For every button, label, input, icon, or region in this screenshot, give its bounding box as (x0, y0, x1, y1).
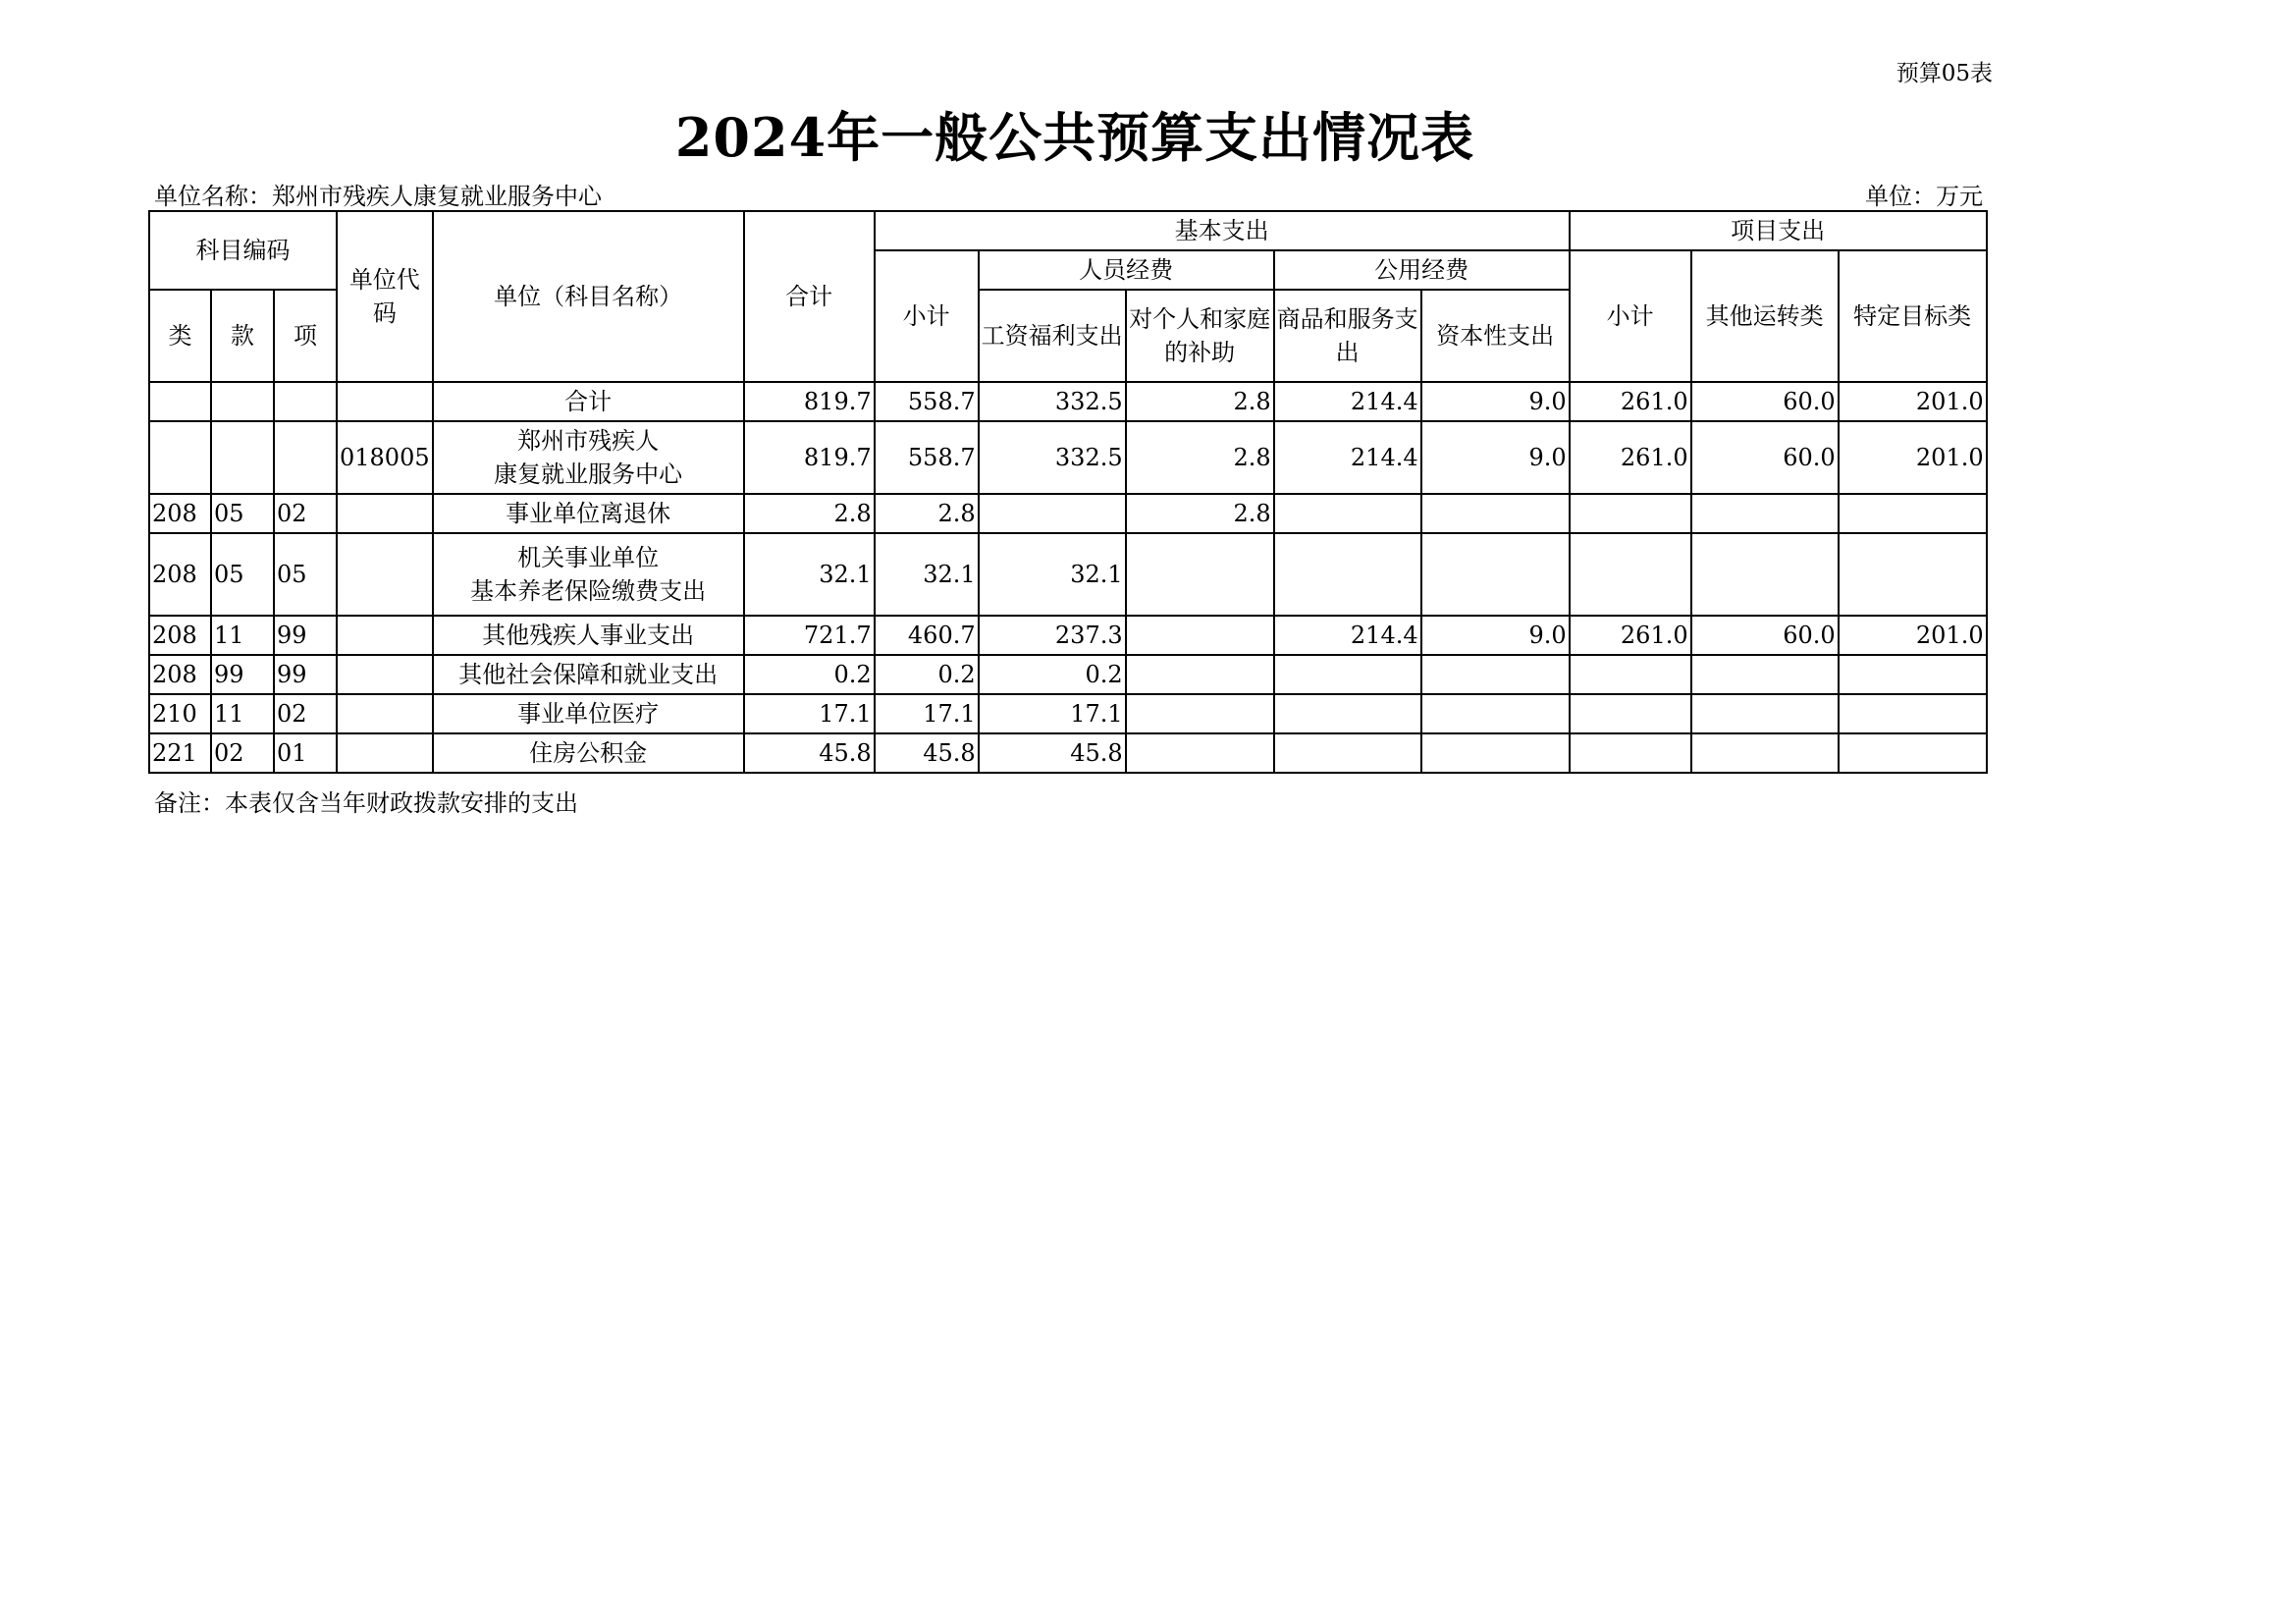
cell-other-ops (1691, 533, 1839, 616)
cell-name-line: 康复就业服务中心 (494, 460, 683, 488)
page-title: 2024年一般公共预算支出情况表 (674, 106, 1475, 169)
cell-unit-code (337, 733, 433, 773)
cell-capital (1421, 533, 1570, 616)
header-capital: 资本性支出 (1421, 290, 1570, 382)
cell-other-ops: 60.0 (1691, 616, 1839, 655)
header-total: 合计 (744, 211, 875, 382)
cell-xiang: 01 (274, 733, 337, 773)
cell-basic-subtotal: 558.7 (875, 382, 979, 421)
cell-name-line: 住房公积金 (529, 739, 648, 767)
cell-special: 201.0 (1839, 616, 1987, 655)
cell-kuan: 05 (211, 494, 274, 533)
cell-unit-code (337, 655, 433, 694)
header-project: 项目支出 (1570, 211, 1987, 250)
header-family-subsidy: 对个人和家庭的补助 (1126, 290, 1274, 382)
cell-kuan: 05 (211, 533, 274, 616)
cell-goods-services: 214.4 (1274, 616, 1421, 655)
cell-name-line: 机关事业单位 (517, 544, 660, 571)
cell-capital (1421, 694, 1570, 733)
cell-project-subtotal (1570, 694, 1691, 733)
header-xiang: 项 (274, 290, 337, 382)
cell-lei: 208 (149, 655, 211, 694)
cell-other-ops (1691, 655, 1839, 694)
header-basic: 基本支出 (875, 211, 1570, 250)
header-wages: 工资福利支出 (979, 290, 1126, 382)
budget-table (148, 210, 1988, 774)
header-unit-name: 单位（科目名称） (433, 211, 744, 382)
cell-unit-code (337, 694, 433, 733)
cell-unit-code (337, 382, 433, 421)
cell-special: 201.0 (1839, 421, 1987, 494)
cell-capital (1421, 494, 1570, 533)
cell-goods-services: 214.4 (1274, 382, 1421, 421)
header-project-subtotal: 小计 (1570, 250, 1691, 382)
header-public: 公用经费 (1274, 250, 1570, 290)
cell-other-ops (1691, 733, 1839, 773)
table-row (149, 421, 1987, 494)
cell-name (433, 533, 744, 616)
cell-basic-subtotal: 460.7 (875, 616, 979, 655)
cell-lei: 208 (149, 494, 211, 533)
cell-xiang: 02 (274, 494, 337, 533)
cell-special (1839, 694, 1987, 733)
cell-wages: 17.1 (979, 694, 1126, 733)
cell-goods-services (1274, 533, 1421, 616)
table-row (149, 694, 1987, 733)
cell-family-subsidy (1126, 733, 1274, 773)
cell-other-ops (1691, 494, 1839, 533)
cell-project-subtotal (1570, 655, 1691, 694)
cell-lei (149, 382, 211, 421)
cell-goods-services: 214.4 (1274, 421, 1421, 494)
cell-kuan (211, 382, 274, 421)
cell-name-line: 其他残疾人事业支出 (482, 622, 695, 649)
cell-special (1839, 733, 1987, 773)
cell-name-line: 合计 (564, 388, 613, 415)
cell-wages: 0.2 (979, 655, 1126, 694)
table-row (149, 382, 1987, 421)
table-row (149, 494, 1987, 533)
cell-name (433, 616, 744, 655)
cell-basic-subtotal: 2.8 (875, 494, 979, 533)
cell-name (433, 733, 744, 773)
cell-total: 721.7 (744, 616, 875, 655)
cell-unit-code: 018005 (337, 421, 433, 494)
cell-lei: 210 (149, 694, 211, 733)
cell-name (433, 382, 744, 421)
table-row (149, 533, 1987, 616)
header-unit-code: 单位代码 (337, 211, 433, 382)
cell-total: 32.1 (744, 533, 875, 616)
cell-goods-services (1274, 655, 1421, 694)
cell-total: 0.2 (744, 655, 875, 694)
header-other-ops: 其他运转类 (1691, 250, 1839, 382)
cell-name-line: 基本养老保险缴费支出 (470, 577, 707, 605)
cell-basic-subtotal: 0.2 (875, 655, 979, 694)
cell-goods-services (1274, 733, 1421, 773)
cell-special (1839, 655, 1987, 694)
cell-project-subtotal (1570, 533, 1691, 616)
cell-project-subtotal (1570, 733, 1691, 773)
cell-total: 819.7 (744, 421, 875, 494)
cell-capital (1421, 655, 1570, 694)
cell-family-subsidy: 2.8 (1126, 382, 1274, 421)
cell-name-line: 事业单位离退休 (506, 500, 671, 527)
cell-wages: 332.5 (979, 382, 1126, 421)
header-goods-services: 商品和服务支出 (1274, 290, 1421, 382)
cell-lei: 221 (149, 733, 211, 773)
cell-other-ops: 60.0 (1691, 421, 1839, 494)
cell-family-subsidy: 2.8 (1126, 421, 1274, 494)
table-body (149, 382, 1987, 773)
header-basic-subtotal: 小计 (875, 250, 979, 382)
cell-name (433, 494, 744, 533)
cell-family-subsidy (1126, 533, 1274, 616)
cell-unit-code (337, 494, 433, 533)
cell-special: 201.0 (1839, 382, 1987, 421)
cell-special (1839, 494, 1987, 533)
cell-xiang: 99 (274, 616, 337, 655)
cell-capital (1421, 733, 1570, 773)
cell-family-subsidy (1126, 694, 1274, 733)
cell-total: 819.7 (744, 382, 875, 421)
header-subject-code: 科目编码 (149, 211, 337, 290)
cell-unit-code (337, 616, 433, 655)
header-kuan: 款 (211, 290, 274, 382)
unit-name-label: 单位名称：郑州市残疾人康复就业服务中心 (154, 183, 602, 210)
cell-special (1839, 533, 1987, 616)
table-row (149, 655, 1987, 694)
cell-wages: 45.8 (979, 733, 1126, 773)
cell-project-subtotal: 261.0 (1570, 616, 1691, 655)
cell-wages: 237.3 (979, 616, 1126, 655)
header-special: 特定目标类 (1839, 250, 1987, 382)
cell-project-subtotal (1570, 494, 1691, 533)
cell-kuan (211, 421, 274, 494)
cell-wages: 32.1 (979, 533, 1126, 616)
cell-wages (979, 494, 1126, 533)
cell-total: 2.8 (744, 494, 875, 533)
cell-basic-subtotal: 45.8 (875, 733, 979, 773)
footnote: 备注：本表仅含当年财政拨款安排的支出 (154, 789, 578, 817)
cell-lei: 208 (149, 616, 211, 655)
cell-capital: 9.0 (1421, 421, 1570, 494)
cell-lei (149, 421, 211, 494)
cell-kuan: 99 (211, 655, 274, 694)
cell-basic-subtotal: 17.1 (875, 694, 979, 733)
cell-other-ops (1691, 694, 1839, 733)
cell-name (433, 655, 744, 694)
cell-total: 17.1 (744, 694, 875, 733)
cell-family-subsidy (1126, 655, 1274, 694)
cell-goods-services (1274, 694, 1421, 733)
cell-project-subtotal: 261.0 (1570, 382, 1691, 421)
cell-capital: 9.0 (1421, 616, 1570, 655)
cell-xiang: 05 (274, 533, 337, 616)
cell-kuan: 11 (211, 694, 274, 733)
cell-name (433, 694, 744, 733)
cell-name-line: 事业单位医疗 (517, 700, 660, 728)
cell-name-line: 其他社会保障和就业支出 (458, 661, 719, 688)
cell-kuan: 02 (211, 733, 274, 773)
table-row (149, 733, 1987, 773)
cell-goods-services (1274, 494, 1421, 533)
header-personnel: 人员经费 (979, 250, 1274, 290)
form-number: 预算05表 (1896, 61, 1993, 86)
cell-other-ops: 60.0 (1691, 382, 1839, 421)
cell-xiang: 02 (274, 694, 337, 733)
cell-family-subsidy (1126, 616, 1274, 655)
cell-wages: 332.5 (979, 421, 1126, 494)
header-lei: 类 (149, 290, 211, 382)
cell-lei: 208 (149, 533, 211, 616)
cell-xiang: 99 (274, 655, 337, 694)
cell-basic-subtotal: 32.1 (875, 533, 979, 616)
cell-total: 45.8 (744, 733, 875, 773)
unit-measure-label: 单位：万元 (1865, 183, 1983, 210)
cell-project-subtotal: 261.0 (1570, 421, 1691, 494)
cell-name-line: 郑州市残疾人 (517, 427, 660, 455)
cell-capital: 9.0 (1421, 382, 1570, 421)
cell-family-subsidy: 2.8 (1126, 494, 1274, 533)
cell-xiang (274, 421, 337, 494)
cell-name (433, 421, 744, 494)
cell-kuan: 11 (211, 616, 274, 655)
cell-basic-subtotal: 558.7 (875, 421, 979, 494)
cell-xiang (274, 382, 337, 421)
cell-unit-code (337, 533, 433, 616)
table-row (149, 616, 1987, 655)
